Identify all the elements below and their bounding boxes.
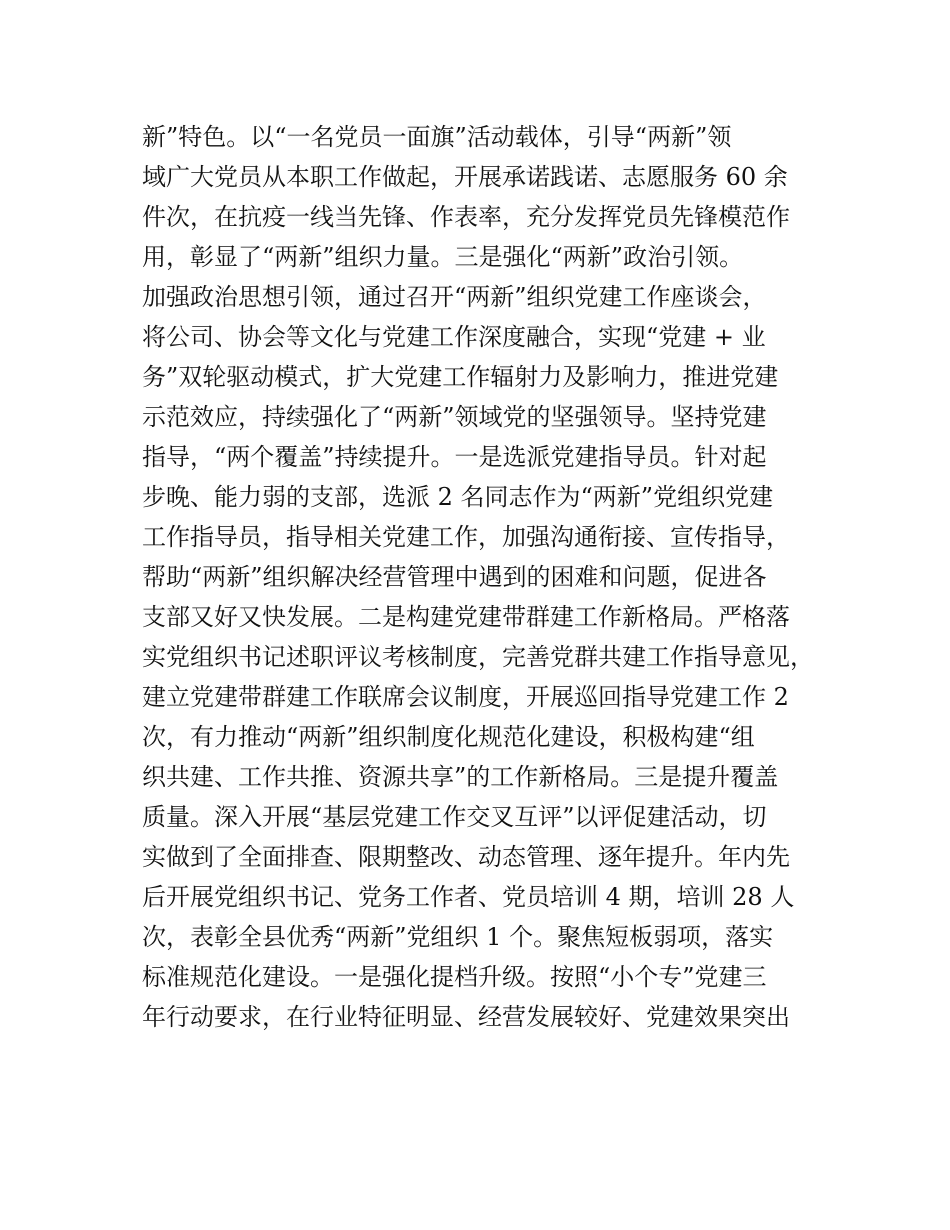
text-line-12: 帮助“两新”组织解决经营管理中遇到的困难和问题，促进各 [142,563,767,591]
text-line-8: 示范效应，持续强化了“两新”领域党的坚强领导。坚持党建 [142,403,767,431]
text-line-10: 步晚、能力弱的支部，选派 2 名同志作为“两新”党组织党建 [142,483,774,511]
text-line-13: 支部又好又快发展。二是构建党建带群建工作新格局。严格落 [142,603,790,631]
text-line-19: 实做到了全面排查、限期整改、动态管理、逐年提升。年内先 [142,843,790,871]
text-line-3: 件次，在抗疫一线当先锋、作表率，充分发挥党员先锋模范作 [142,203,790,231]
text-line-15: 建立党建带群建工作联席会议制度，开展巡回指导党建工作 2 [142,683,789,711]
text-line-1: 新”特色。以“一名党员一面旗”活动载体，引导“两新”领 [142,123,732,151]
text-line-17: 织共建、工作共推、资源共享”的工作新格局。三是提升覆盖 [142,763,779,791]
text-line-6: 将公司、协会等文化与党建工作深度融合，实现“党建 + 业 [142,323,766,351]
text-line-23: 年行动要求，在行业特征明显、经营发展较好、党建效果突出 [142,1003,790,1031]
text-line-18: 质量。深入开展“基层党建工作交叉互评”以评促建活动，切 [142,803,767,831]
text-line-9: 指导，“两个覆盖”持续提升。一是选派党建指导员。针对起 [142,443,767,471]
text-line-20: 后开展党组织书记、党务工作者、党员培训 4 期，培训 28 人 [142,883,795,911]
text-line-21: 次，表彰全县优秀“两新”党组织 1 个。聚焦短板弱项，落实 [142,923,774,951]
text-line-5: 加强政治思想引领，通过召开“两新”组织党建工作座谈会， [142,283,767,311]
text-line-22: 标准规范化建设。一是强化提档升级。按照“小个专”党建三 [142,963,767,991]
text-line-14: 实党组织书记述职评议考核制度，完善党群共建工作指导意见， [142,643,814,671]
text-line-11: 工作指导员，指导相关党建工作，加强沟通衔接、宣传指导， [142,523,790,551]
text-line-16: 次，有力推动“两新”组织制度化规范化建设，积极构建“组 [142,723,755,751]
text-line-4: 用，彰显了“两新”组织力量。三是强化“两新”政治引领。 [142,243,744,271]
text-line-7: 务”双轮驱动模式，扩大党建工作辐射力及影响力，推进党建 [142,363,779,391]
text-line-2: 域广大党员从本职工作做起，开展承诺践诺、志愿服务 60 余 [142,163,788,191]
body-text [142,117,832,1037]
